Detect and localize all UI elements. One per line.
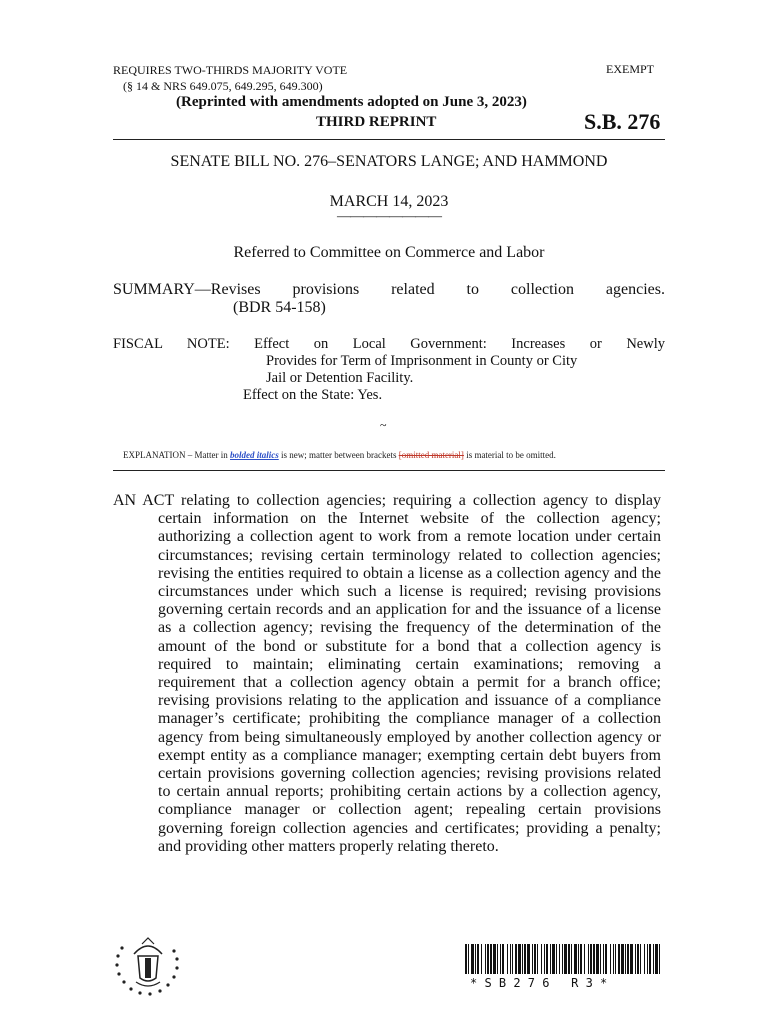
summary: [113, 281, 665, 317]
barcode-text: * S B 2 7 6 R 3 *: [470, 976, 608, 990]
fiscal-line-3: Jail or Detention Facility.: [266, 370, 414, 386]
act-text: AN ACT relating to collection agencies; requiring a collection agency to display certain information on the Internet website of the collection agency; authorizing a collection agent to work from a remote location under certain circumstances; revising certain terminology related to collection agencies; revising the entities required to obtain a license as a collection agency and the circumstances under which such a license is required; revising provisions governing certain records and an application for and the issuance of a license as a collection agency; revising the frequency of the determination of the amount of the bond or substitute for a bond that a collection agency is required to maintain; eliminating certain examinations; removing a requirement that a collection agency obtain a permit for a branch office; revising provisions relating to the application and issuance of a compliance manager’s certificate; prohibiting the compliance manager of a collection agency from being simultaneously employed by another collection agency or exempt entity as a compliance manager; exempting certain debt buyers from certain provisions governing collection agencies; revising provisions related to certain annual reports; prohibiting certain actions by a collection agency, compliance manager or collection agent; repealing certain provisions governing foreign collection agencies and certificates; providing a penalty; and providing other matters properly relating thereto.: [113, 492, 661, 855]
senate-bill-title: SENATE BILL NO. 276–SENATORS LANGE; AND HAMMOND: [170, 153, 608, 170]
referred-to-committee: Referred to Committee on Commerce and Labor: [233, 244, 545, 261]
bill-date: MARCH 14, 2023: [329, 193, 449, 210]
explanation-omitted: [omitted material]: [398, 450, 464, 460]
reprinted-notice: (Reprinted with amendments adopted on June 3, 2023): [176, 94, 527, 110]
fiscal-line-4: Effect on the State: Yes.: [243, 387, 383, 403]
fiscal-line-1: FISCAL NOTE: Effect on Local Government: Increases or Newly: [113, 336, 665, 352]
summary-text: SUMMARY—Revises provisions related to collection agencies.: [113, 281, 665, 298]
tilde-separator: ~: [380, 418, 387, 432]
fiscal-line-2: Provides for Term of Imprisonment in County or City: [266, 353, 578, 369]
fiscal-note: [113, 336, 665, 404]
third-reprint-label: THIRD REPRINT: [316, 114, 437, 130]
bill-number: S.B. 276: [584, 109, 661, 134]
explanation-suffix: is material to be omitted.: [463, 450, 556, 460]
explanation-prefix: EXPLANATION – Matter in: [123, 450, 230, 460]
bdr-number: (BDR 54-158): [233, 299, 326, 316]
explanation-middle: is new; matter between brackets: [278, 450, 399, 460]
exempt-label: EXEMPT: [606, 62, 654, 76]
header-left: [113, 62, 347, 94]
date-underline: ————————: [337, 209, 441, 224]
explanation-rule: [113, 470, 665, 471]
requires-vote-text: REQUIRES TWO-THIRDS MAJORITY VOTE: [113, 63, 348, 77]
state-seal-icon: [112, 934, 184, 998]
nrs-citation: (§ 14 & NRS 649.075, 649.295, 649.300): [123, 79, 323, 93]
barcode-icon: [465, 944, 661, 974]
explanation-line: [123, 450, 556, 460]
explanation-bold-italics: bolded italics: [230, 450, 279, 460]
header-rule: [113, 139, 665, 140]
act-paragraph: [113, 492, 661, 856]
